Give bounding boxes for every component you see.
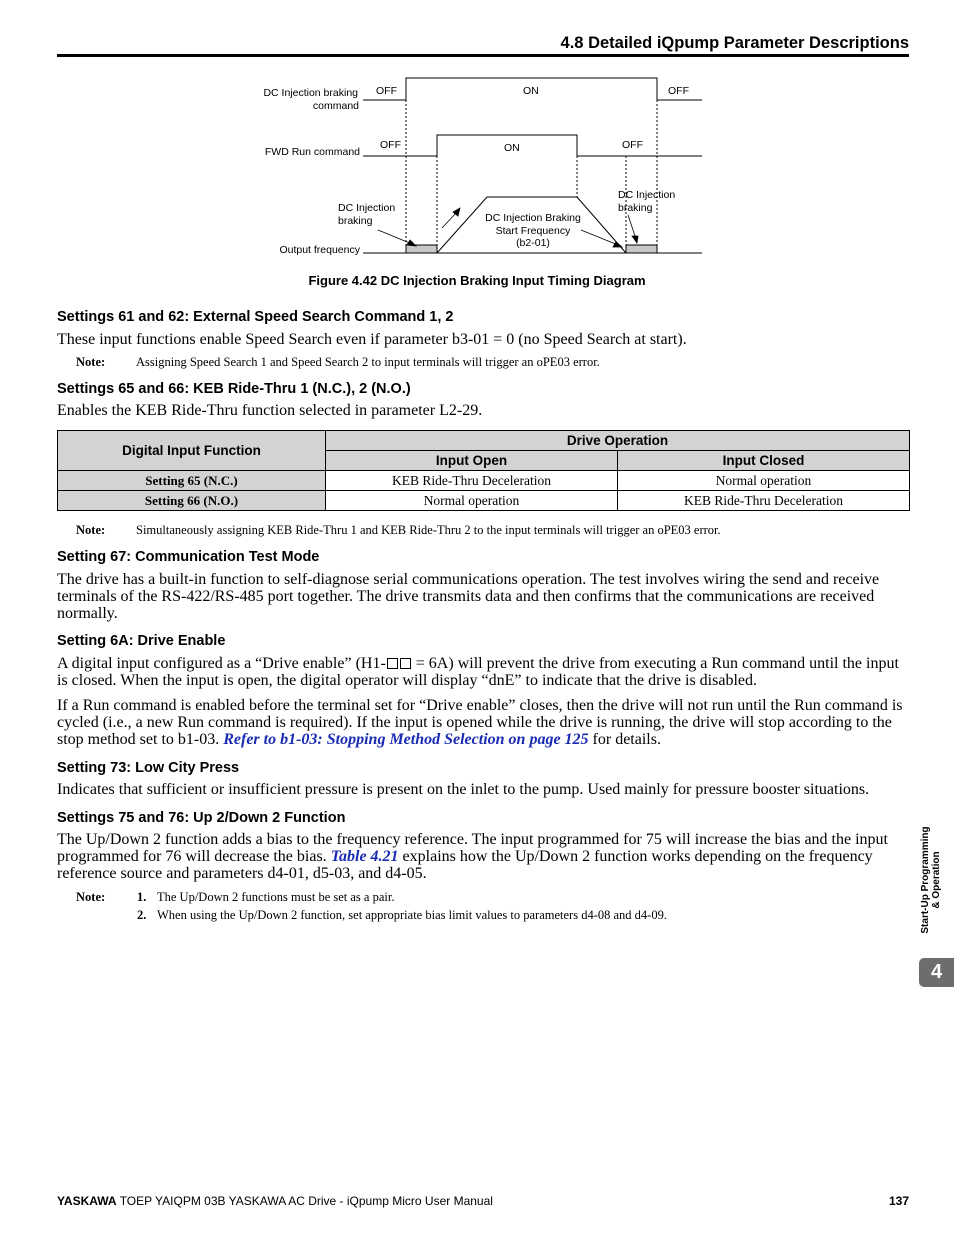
heading-setting-6a: Setting 6A: Drive Enable: [57, 633, 226, 649]
table-row: [58, 491, 910, 511]
link-b1-03[interactable]: Refer to b1-03: Stopping Method Selection on page 125: [223, 731, 589, 748]
table-cell: KEB Ride-Thru Deceleration: [326, 471, 618, 491]
heading-settings-61-62: Settings 61 and 62: External Speed Search Command 1, 2: [57, 309, 454, 325]
paragraph: If a Run command is enabled before the terminal set for “Drive enable” closes, then the drive will not run until the Run command is cycled (i.e., a new Run command is required). If the input is opened while the drive is running, the drive will stop according to the stop method set to b1-03. Refer to b1-03: Stopping Method Selection on page 125 for details.: [57, 697, 903, 748]
keb-table: [57, 430, 910, 511]
timing-diagram: [0, 0, 954, 270]
paragraph: These input functions enable Speed Search even if parameter b3-01 = 0 (no Speed Search at start).: [57, 331, 687, 348]
placeholder-box-icon: [387, 658, 398, 669]
paragraph: A digital input configured as a “Drive enable” (H1- = 6A) will prevent the drive from executing a Run command until the input is closed. When the input is open, the digital operator will display “dnE” to indicate that the drive is disabled.: [57, 655, 899, 689]
table-cell: KEB Ride-Thru Deceleration: [618, 491, 910, 511]
start-freq-label-2: Start Frequency: [495, 225, 571, 237]
signal2-off-left: OFF: [380, 139, 401, 151]
signal2-label: FWD Run command: [264, 146, 360, 158]
footer-brand: YASKAWA: [57, 1194, 117, 1208]
section-header-title: 4.8 Detailed iQpump Parameter Descriptions: [560, 34, 909, 52]
paragraph: The Up/Down 2 function adds a bias to the frequency reference. The input programmed for 75 will increase the bias and the input programmed for 76 will decrease the bias. Table 4.21 explains how the Up/Down 2 function works depending on the frequency reference source and parameters d4-01, d5-03, and d4-05.: [57, 831, 888, 882]
fwd-run-command-waveform: [363, 135, 702, 156]
note-text: Simultaneously assigning KEB Ride-Thru 1 and KEB Ride-Thru 2 to the input terminals will trigger an oPE03 error.: [136, 523, 721, 537]
dc-left-label-2: braking: [338, 215, 373, 227]
start-freq-label: DC Injection Braking: [485, 212, 581, 224]
table-header-input-closed: Input Closed: [618, 451, 910, 471]
pointer-arrow: [378, 230, 412, 244]
dc-right-label: DC Injection: [618, 189, 676, 201]
placeholder-box-icon: [400, 658, 411, 669]
side-tab-label[interactable]: Start-Up Programming & Operation: [920, 826, 942, 934]
note-label: Note:: [76, 355, 106, 369]
figure-caption: Figure 4.42 DC Injection Braking Input Timing Diagram: [308, 273, 646, 288]
dc-left-label: DC Injection: [338, 202, 396, 214]
dc-right-label-2: braking: [618, 202, 653, 214]
signal1-off-left: OFF: [376, 85, 397, 97]
signal1-label-2: command: [312, 100, 359, 112]
table-header-drive-operation: Drive Operation: [326, 431, 910, 451]
pointer-arrow: [628, 215, 636, 239]
signal2-on: ON: [504, 142, 520, 154]
heading-setting-73: Setting 73: Low City Press: [57, 760, 240, 776]
table-header-digital-input: Digital Input Function: [58, 431, 326, 471]
paragraph: Enables the KEB Ride-Thru function selected in parameter L2-29.: [57, 402, 483, 419]
heading-settings-75-76: Settings 75 and 76: Up 2/Down 2 Function: [57, 810, 346, 826]
table-cell: Normal operation: [326, 491, 618, 511]
signal1-off-right: OFF: [668, 85, 689, 97]
output-frequency-label: Output frequency: [279, 244, 360, 256]
row-label: Setting 65 (N.C.): [58, 471, 326, 491]
paragraph: The drive has a built-in function to self-diagnose serial communications operation. The test involves wiring the send and receive terminals of the RS-422/RS-485 port together. The drive transmits data and then confirms that the communications are received normally.: [57, 571, 880, 622]
dc-braking-block-left: [406, 245, 437, 253]
table-cell: Normal operation: [618, 471, 910, 491]
link-table-4-21[interactable]: Table 4.21: [330, 848, 399, 865]
pointer-arrow: [442, 212, 457, 228]
paragraph: Indicates that sufficient or insufficient pressure is present on the inlet to the pump. Used mainly for pressure booster situations.: [57, 781, 870, 798]
note-text: When using the Up/Down 2 function, set appropriate bias limit values to parameters d4-08 and d4-09.: [157, 908, 667, 922]
note-text: Assigning Speed Search 1 and Speed Search 2 to input terminals will trigger an oPE03 error.: [136, 355, 600, 369]
heading-settings-65-66: Settings 65 and 66: KEB Ride-Thru 1 (N.C.), 2 (N.O.): [57, 381, 411, 397]
note-label: Note:: [76, 523, 106, 537]
chapter-badge[interactable]: 4: [919, 958, 954, 987]
start-freq-label-3: (b2-01): [516, 237, 550, 249]
table-header-input-open: Input Open: [326, 451, 618, 471]
signal1-on: ON: [523, 85, 539, 97]
dc-braking-block-right: [626, 245, 657, 253]
table-row: [58, 471, 910, 491]
row-label: Setting 66 (N.O.): [58, 491, 326, 511]
signal2-off-right: OFF: [622, 139, 643, 151]
note-label: Note:: [76, 890, 106, 904]
footer-document-info: YASKAWA TOEP YAIQPM 03B YASKAWA AC Drive - iQpump Micro User Manual: [57, 1194, 493, 1208]
note-number: 1.: [137, 890, 147, 904]
signal1-label: DC Injection braking: [263, 87, 358, 99]
note-number: 2.: [137, 908, 147, 922]
heading-setting-67: Setting 67: Communication Test Mode: [57, 549, 320, 565]
page-number: 137: [888, 1194, 909, 1208]
note-text: The Up/Down 2 functions must be set as a pair.: [157, 890, 395, 904]
